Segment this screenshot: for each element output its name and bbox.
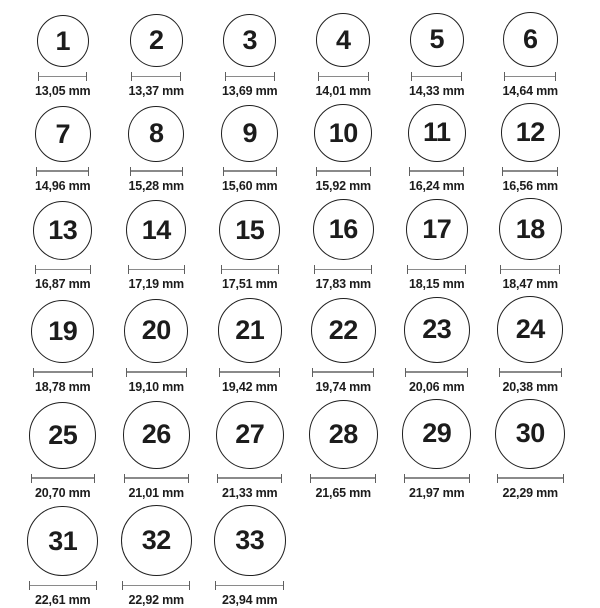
- diameter-ruler: [310, 474, 376, 483]
- diameter-ruler: [500, 265, 560, 274]
- diameter-label: 21,97 mm: [409, 485, 465, 500]
- ring-size-number: 2: [148, 25, 164, 56]
- diameter-ruler: [409, 167, 464, 176]
- diameter-label: 15,28 mm: [128, 178, 184, 193]
- ring-size-number: 26: [141, 419, 171, 450]
- diameter-ruler: [404, 474, 470, 483]
- ring-size-number: 8: [148, 118, 164, 149]
- diameter-ruler: [499, 368, 562, 377]
- ring-size-number: 15: [235, 214, 265, 245]
- diameter-label: 16,24 mm: [409, 178, 465, 193]
- ring-size-number: 31: [48, 525, 78, 556]
- diameter-ruler: [31, 474, 95, 483]
- ring-size-item: [313, 199, 374, 292]
- diameter-ruler: [221, 265, 279, 274]
- ring-size-circle: [35, 106, 91, 162]
- ring-size-circle: [314, 104, 372, 162]
- ring-size-item: [27, 506, 98, 608]
- ring-size-item: [495, 399, 565, 501]
- ring-size-item: [404, 297, 470, 395]
- diameter-label: 20,38 mm: [502, 379, 558, 394]
- ring-size-circle: [503, 12, 558, 67]
- ring-size-circle: [223, 14, 276, 67]
- diameter-ruler: [314, 265, 372, 274]
- diameter-ruler: [217, 474, 282, 483]
- diameter-label: 18,47 mm: [502, 277, 558, 292]
- ring-size-circle: [124, 299, 188, 363]
- diameter-ruler: [215, 581, 284, 590]
- ring-size-circle: [121, 505, 192, 576]
- diameter-label: 14,33 mm: [409, 84, 465, 99]
- diameter-ruler: [38, 72, 87, 81]
- ring-size-circle: [219, 200, 280, 261]
- diameter-label: 19,10 mm: [128, 379, 184, 394]
- ring-size-item: [311, 298, 376, 395]
- ring-size-item: [501, 103, 560, 194]
- ring-size-circle: [218, 298, 282, 362]
- diameter-ruler: [407, 265, 466, 274]
- ring-size-circle: [313, 199, 374, 260]
- ring-size-circle: [123, 401, 191, 469]
- ring-size-circle: [408, 104, 466, 162]
- ring-size-number: 28: [328, 418, 358, 449]
- diameter-label: 16,56 mm: [502, 178, 558, 193]
- ring-size-item: [214, 505, 286, 608]
- ring-size-item: [497, 296, 563, 394]
- diameter-label: 17,51 mm: [222, 277, 278, 292]
- ring-size-item: [35, 15, 90, 99]
- ring-size-number: 11: [422, 117, 451, 148]
- diameter-ruler: [36, 167, 89, 176]
- ring-size-circle: [499, 198, 562, 261]
- ring-size-item: [29, 402, 96, 501]
- ring-size-circle: [29, 402, 96, 469]
- diameter-ruler: [124, 474, 189, 483]
- ring-size-circle: [214, 505, 286, 577]
- diameter-label: 17,83 mm: [315, 277, 371, 292]
- diameter-label: 17,19 mm: [128, 277, 184, 292]
- ring-size-number: 7: [55, 118, 71, 149]
- diameter-ruler: [122, 581, 190, 590]
- ring-size-number: 16: [328, 214, 358, 245]
- diameter-label: 21,65 mm: [315, 485, 371, 500]
- ring-size-item: [406, 199, 468, 293]
- ring-size-number: 3: [242, 24, 257, 55]
- ring-size-item: [31, 300, 94, 395]
- ring-size-number: 5: [429, 24, 444, 55]
- ring-size-item: [35, 106, 91, 194]
- ring-size-item: [126, 200, 186, 292]
- ring-size-circle: [309, 400, 378, 469]
- diameter-label: 14,96 mm: [35, 178, 91, 193]
- diameter-ruler: [312, 368, 374, 377]
- diameter-label: 22,92 mm: [128, 593, 184, 608]
- diameter-ruler: [35, 265, 91, 274]
- ring-size-number: 25: [48, 419, 78, 450]
- ring-size-number: 1: [55, 25, 70, 56]
- ring-size-circle: [216, 401, 284, 469]
- ring-size-number: 32: [141, 525, 171, 556]
- diameter-ruler: [130, 167, 183, 176]
- ring-size-circle: [404, 297, 470, 363]
- ring-size-number: 12: [515, 117, 545, 147]
- ring-size-item: [222, 14, 277, 99]
- diameter-label: 19,42 mm: [222, 379, 278, 394]
- diameter-ruler: [497, 474, 564, 483]
- ring-size-number: 30: [515, 418, 545, 449]
- diameter-ruler: [316, 167, 371, 176]
- ring-size-item: [402, 399, 471, 500]
- diameter-label: 14,01 mm: [315, 84, 371, 99]
- ring-size-number: 27: [235, 419, 265, 450]
- diameter-label: 18,15 mm: [409, 277, 465, 292]
- ring-size-number: 6: [522, 24, 538, 55]
- ring-size-circle: [406, 199, 468, 261]
- ring-size-circle: [311, 298, 376, 363]
- diameter-ruler: [502, 167, 558, 176]
- diameter-label: 15,60 mm: [222, 178, 278, 193]
- ring-size-item: [219, 200, 280, 293]
- ring-size-item: [121, 505, 192, 608]
- diameter-ruler: [411, 72, 462, 81]
- diameter-ruler: [223, 167, 277, 176]
- diameter-label: 23,94 mm: [222, 593, 278, 608]
- ring-size-number: 17: [422, 213, 452, 244]
- diameter-ruler: [131, 72, 181, 81]
- diameter-label: 13,69 mm: [222, 84, 278, 99]
- ring-size-circle: [130, 14, 183, 67]
- ring-size-item: [503, 12, 558, 99]
- ring-size-number: 29: [422, 418, 452, 449]
- diameter-label: 21,01 mm: [128, 485, 184, 500]
- ring-size-circle: [316, 13, 370, 67]
- diameter-label: 14,64 mm: [502, 84, 558, 99]
- diameter-label: 21,33 mm: [222, 485, 278, 500]
- ring-size-number: 24: [515, 314, 545, 345]
- diameter-ruler: [29, 581, 97, 590]
- ring-size-item: [124, 299, 188, 395]
- ring-size-number: 10: [328, 117, 358, 148]
- ring-size-circle: [410, 13, 464, 67]
- ring-size-item: [123, 401, 191, 501]
- ring-size-number: 21: [235, 314, 265, 345]
- diameter-ruler: [504, 72, 556, 81]
- ring-size-number: 33: [235, 525, 265, 556]
- ring-size-circle: [128, 106, 184, 162]
- diameter-ruler: [219, 368, 280, 377]
- ring-size-circle: [37, 15, 89, 67]
- diameter-ruler: [33, 368, 93, 377]
- diameter-ruler: [405, 368, 468, 377]
- ring-size-circle: [221, 105, 278, 162]
- ring-size-item: [408, 104, 466, 194]
- ring-size-item: [129, 14, 184, 99]
- ring-size-item: [33, 201, 92, 292]
- ring-size-circle: [402, 399, 471, 468]
- ring-size-number: 4: [335, 24, 351, 55]
- diameter-label: 22,61 mm: [35, 593, 91, 608]
- diameter-ruler: [225, 72, 275, 81]
- ring-size-item: [499, 198, 562, 293]
- ring-size-item: [316, 13, 371, 99]
- diameter-ruler: [126, 368, 187, 377]
- diameter-label: 13,05 mm: [35, 84, 91, 99]
- diameter-label: 13,37 mm: [128, 84, 184, 99]
- ring-size-circle: [126, 200, 186, 260]
- ring-size-item: [309, 400, 378, 501]
- ring-size-item: [128, 106, 184, 194]
- diameter-label: 22,29 mm: [502, 485, 558, 500]
- ring-size-circle: [501, 103, 560, 162]
- ring-size-number: 23: [422, 314, 452, 345]
- ring-size-circle: [27, 506, 98, 577]
- ring-size-circle: [497, 296, 563, 362]
- diameter-label: 16,87 mm: [35, 277, 91, 292]
- ring-size-number: 14: [141, 214, 171, 245]
- ring-size-number: 20: [141, 315, 171, 346]
- diameter-ruler: [128, 265, 185, 274]
- ring-size-number: 13: [48, 215, 78, 246]
- diameter-label: 20,70 mm: [35, 485, 91, 500]
- ring-size-number: 22: [328, 314, 358, 345]
- ring-size-item: [409, 13, 464, 99]
- ring-size-item: [314, 104, 372, 194]
- ring-size-item: [216, 401, 284, 501]
- diameter-label: 15,92 mm: [315, 178, 371, 193]
- ring-size-circle: [33, 201, 92, 260]
- ring-size-item: [221, 105, 278, 194]
- ring-size-item: [218, 298, 282, 394]
- ring-size-circle: [495, 399, 565, 469]
- diameter-label: 20,06 mm: [409, 379, 465, 394]
- diameter-ruler: [318, 72, 369, 81]
- ring-size-number: 18: [515, 213, 545, 244]
- ring-size-circle: [31, 300, 94, 363]
- diameter-label: 18,78 mm: [35, 379, 91, 394]
- ring-size-number: 9: [242, 117, 257, 148]
- diameter-label: 19,74 mm: [315, 379, 371, 394]
- ring-size-number: 19: [48, 315, 78, 346]
